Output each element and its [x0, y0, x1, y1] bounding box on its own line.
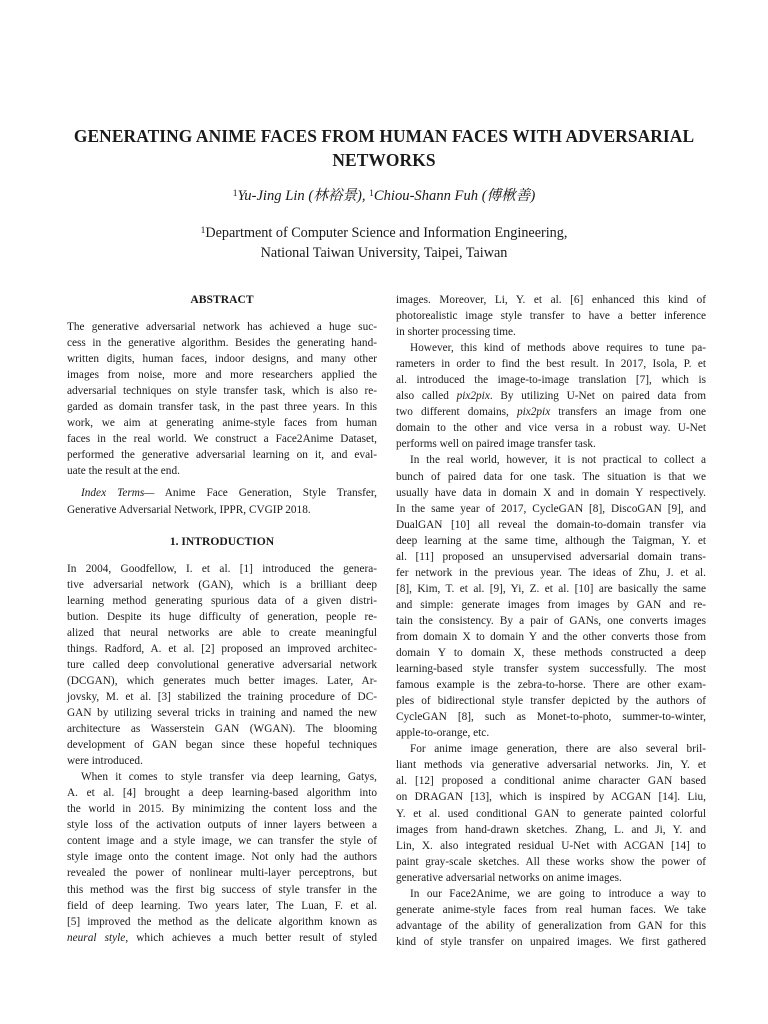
text-line: on DRAGAN [13], which is inspired by ACGAN [14]. Liu,: [396, 791, 706, 804]
text-line: alized that neural networks are able to create meaningful: [67, 626, 377, 639]
text-line: kind of style transfer on unpaired images. We first gathered: [396, 935, 706, 948]
text-line: usually have data in domain X and in domain Y respectively.: [396, 486, 706, 499]
abstract-line: written digits, human faces, indoor designs, and many other: [67, 353, 377, 366]
text-line: tain the consistency. By a pair of GANs, one converts images: [396, 614, 706, 627]
text-line: photorealistic image style transfer to have a better inference: [396, 310, 706, 323]
author-1-affil-mark: 1: [232, 189, 238, 199]
text-line: ture called deep convolutional generative adversarial network: [67, 658, 377, 671]
left-column: [67, 292, 377, 946]
text-line: performs well on paired image transfer task.: [396, 438, 596, 451]
abstract-line: images from noise, more and more researchers applied the: [67, 369, 377, 382]
text-line: bution. Despite its huge difficulty of generation, people re-: [67, 610, 377, 623]
affiliation: [40, 224, 728, 263]
text-line: apple-to-orange, etc.: [396, 727, 490, 740]
text-fragment: . By utilizing U-Net on paired data from: [489, 390, 706, 403]
text-line: al. [11] proposed an unsupervised adversarial domain trans-: [396, 550, 706, 563]
text-line: fer network in the previous year. The ideas of Zhu, J. et al.: [396, 566, 706, 579]
paper-title: [40, 124, 728, 172]
right-paragraph-4: [396, 741, 706, 885]
text-line: jovsky, M. et al. [3] stabilized the training procedure of DC-: [67, 690, 377, 703]
text-line: deep learning at the same time, although the Taigman, Y. et: [396, 534, 706, 547]
abstract-line: faces in the real world. We construct a Face2Anime Dataset,: [67, 433, 377, 446]
emphasis-pix2pix: pix2pix: [516, 406, 551, 419]
text-line: were introduced.: [67, 755, 143, 768]
abstract-line: adversarial techniques on style transfer task, which is also re-: [67, 385, 377, 398]
text-line: CycleGAN [8], such as Monet-to-photo, summer-to-winter,: [396, 711, 706, 724]
text-line: paint gray-scale sketches. All these works show the power of: [396, 855, 706, 868]
text-line: A. et al. [4] brought a deep learning-based algorithm into: [67, 787, 377, 800]
author-list: [40, 186, 728, 206]
intro-paragraph-2: [67, 769, 377, 946]
text-line: in shorter processing time.: [396, 326, 516, 339]
text-line: domain Y to domain X, these methods constructed a deep: [396, 647, 706, 660]
text-line: DualGAN [10] all reveal the domain-to-domain transfer via: [396, 518, 706, 531]
text-line: content image and a style image, we can transfer the style of: [67, 835, 377, 848]
text-line: al. introduced the image-to-image translation [7], which is: [396, 374, 706, 387]
text-line: rameters in order to find the best result. In 2017, Isola, P. et: [396, 358, 706, 371]
text-line: learning method generating spurious data of a given distri-: [67, 594, 377, 607]
text-line: things. Radford, A. et al. [2] proposed an improved architec-: [67, 642, 377, 655]
abstract-line: cess in the generative algorithm. Besides the generating hand-: [67, 337, 377, 350]
text-line: In 2004, Goodfellow, I. et al. [1] introduced the genera-: [67, 562, 377, 575]
author-2-affil-mark: 1: [369, 189, 374, 199]
text-fragment: , which achieves a much better result of styled: [125, 931, 377, 944]
text-line: field of deep learning. Two years later, The Luan, F. et al.: [67, 899, 377, 912]
emphasis-pix2pix: pix2pix: [456, 390, 490, 403]
text-line: domain to the other and vice versa in a robust way. U-Net: [396, 422, 706, 435]
text-line: al. [12] proposed a conditional anime character GAN based: [396, 775, 706, 788]
index-terms-label: Index Terms—: [81, 487, 155, 500]
text-line: [396, 404, 706, 420]
text-line: generate anime-style faces from real human faces. We take: [396, 903, 706, 916]
text-line: development of GAN began since these hopeful techniques: [67, 739, 377, 752]
text-line: from domain X to domain Y and the other converts those from: [396, 630, 706, 643]
affiliation-mark: 1: [200, 226, 206, 236]
text-line: advantage of the ability of generalization from GAN for this: [396, 919, 706, 932]
text-fragment: also called: [396, 390, 457, 403]
emphasis-neural-style: neural style: [67, 931, 126, 944]
text-line: When it comes to style transfer via deep learning, Gatys,: [81, 771, 377, 784]
text-line: learning-based style transfer system successfully. The most: [396, 663, 706, 676]
text-line: [67, 930, 377, 946]
text-line: the world in 2015. By minimizing the content loss and the: [67, 803, 377, 816]
affiliation-line-2: National Taiwan University, Taipei, Taiwan: [260, 244, 508, 261]
text-line: architecture as Wasserstein GAN (WGAN). The blooming: [67, 723, 377, 736]
text-line: [396, 388, 706, 404]
text-line: (DCGAN), which generates much better images. Later, Ar-: [67, 674, 377, 687]
text-line: Y. et al. used conditional GAN to generate painted colorful: [396, 807, 706, 820]
text-line: ples of bidirectional style transfer depicted by the authors of: [396, 695, 706, 708]
right-paragraph-3: [396, 452, 706, 741]
text-line: In our Face2Anime, we are going to introduce a way to: [410, 887, 706, 900]
abstract-line: work, we aim at generating anime-style faces from human: [67, 417, 377, 430]
text-line: [8], Kim, T. et al. [9], Yi, Z. et al. [10] are basically the same: [396, 582, 706, 595]
text-line: In the real world, however, it is not practical to collect a: [410, 454, 706, 467]
intro-paragraph-1: [67, 561, 377, 770]
text-line: However, this kind of methods above requires to tune pa-: [410, 342, 706, 355]
index-terms: [67, 485, 377, 517]
right-column: [396, 292, 706, 950]
text-line: Lin, X. also integrated residual U-Net with ACGAN [14] to: [396, 839, 706, 852]
author-2: Chiou-Shann Fuh (傅楸善): [373, 188, 536, 204]
text-line: style loss of the activation outputs of inner layers between a: [67, 819, 377, 832]
text-line: style image onto the content image. Not only had the authors: [67, 851, 377, 864]
title-line-1: GENERATING ANIME FACES FROM HUMAN FACES WITH ADVERSARIAL: [73, 126, 695, 146]
text-line: liant methods via generative adversarial networks. Jin, Y. et: [396, 759, 706, 772]
text-line: revealed the power of nonlinear multi-layer perceptrons, but: [67, 867, 377, 880]
title-line-2: NETWORKS: [332, 150, 436, 170]
text-line: [5] improved the method as the delicate algorithm known as: [67, 915, 377, 928]
right-paragraph-1: [396, 292, 706, 340]
text-line: famous example is the zebra-to-horse. There are other exam-: [396, 679, 706, 692]
text-line: bunch of paired data for one task. The situation is that we: [396, 470, 706, 483]
text-line: tive adversarial network (GAN), which is a brilliant deep: [67, 578, 377, 591]
text-line: images. Moreover, Li, Y. et al. [6] enhanced this kind of: [396, 294, 706, 306]
text-line: this method was the first big success of style transfer in the: [67, 883, 377, 896]
text-line: generative adversarial networks on anime images.: [396, 871, 622, 884]
abstract-body: [67, 319, 377, 479]
right-paragraph-5: [396, 886, 706, 950]
author-1: Yu-Jing Lin (林裕景),: [237, 188, 370, 204]
text-line: and simple: generate images from images by GAN and re-: [396, 598, 706, 611]
text-line: images from hand-drawn sketches. Zhang, L. and Ji, Y. and: [396, 823, 706, 836]
text-line: In the same year of 2017, CycleGAN [8], DiscoGAN [9], and: [396, 502, 706, 515]
right-paragraph-2: [396, 340, 706, 452]
abstract-line: The generative adversarial network has achieved a huge suc-: [67, 321, 377, 333]
abstract-line: uate the result at the end.: [67, 465, 180, 478]
abstract-heading: ABSTRACT: [190, 293, 254, 306]
text-fragment: two different domains,: [396, 406, 517, 419]
index-terms-text: Anime Face Generation, Style Transfer,: [154, 487, 377, 500]
index-terms-text: Generative Adversarial Network, IPPR, CVGIP 2018.: [67, 503, 311, 516]
affiliation-line-1: Department of Computer Science and Information Engineering,: [205, 225, 568, 241]
text-line: For anime image generation, there are also several bril-: [410, 743, 706, 756]
abstract-line: garded as domain transfer task, in the past three years. In this: [67, 401, 377, 414]
abstract-line: performed the generative adversarial learning on it, and eval-: [67, 449, 377, 462]
text-line: GAN by utilizing several tricks in training and named the new: [67, 706, 377, 719]
text-fragment: transfers an image from one: [550, 406, 706, 419]
introduction-heading: 1. INTRODUCTION: [169, 534, 275, 548]
